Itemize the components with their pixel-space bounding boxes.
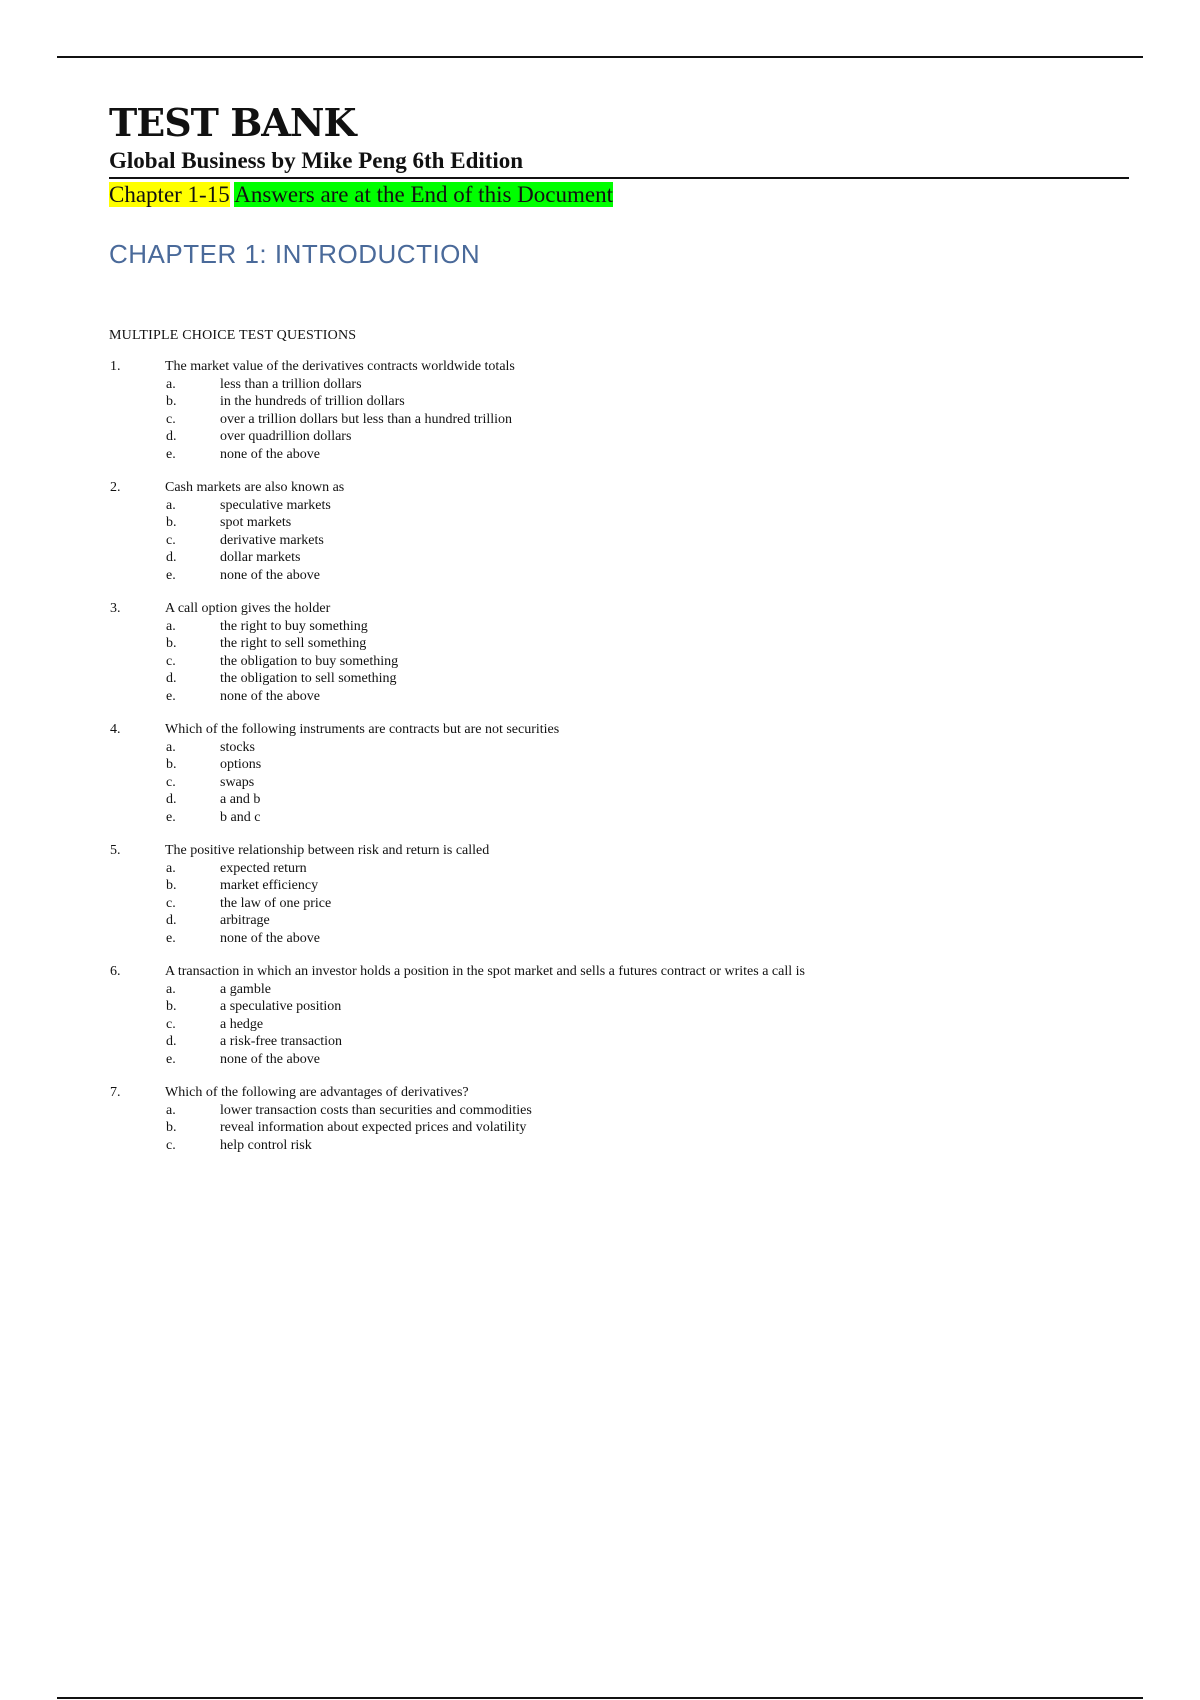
option-text: a and b (220, 792, 261, 807)
option-text: help control risk (220, 1137, 312, 1153)
answer-option (109, 930, 1129, 948)
question-number: 5. (110, 843, 121, 858)
option-text: the right to buy something (220, 618, 368, 634)
option-text: the law of one price (220, 895, 332, 911)
question-item (109, 358, 1129, 463)
question-list (109, 358, 1129, 1154)
chapter-range-highlight: Chapter 1-15 (109, 182, 230, 207)
answer-option (109, 393, 1129, 411)
answer-option (109, 1119, 1129, 1137)
option-text: over a trillion dollars but less than a hundred trillion (220, 411, 512, 427)
answer-option (109, 514, 1129, 532)
option-text: speculative markets (220, 497, 331, 513)
option-text: derivative markets (220, 532, 324, 548)
chapter-heading: CHAPTER 1: INTRODUCTION (109, 239, 481, 269)
question-item (109, 963, 1129, 1068)
option-letter: c. (166, 653, 176, 669)
option-text: the right to sell something (220, 636, 367, 651)
answer-option (109, 446, 1129, 464)
option-letter: b. (166, 878, 177, 893)
option-text: none of the above (220, 930, 320, 946)
chapter-range-line (109, 181, 1129, 209)
option-letter: c. (166, 532, 176, 548)
question-text: The market value of the derivatives contracts worldwide totals (165, 359, 515, 374)
question-number: 2. (110, 480, 121, 495)
answer-option (109, 774, 1129, 792)
option-letter: d. (166, 1034, 177, 1049)
answer-option (109, 411, 1129, 429)
document-page (109, 100, 1129, 1170)
answer-option (109, 1016, 1129, 1034)
question-text: The positive relationship between risk and return is called (165, 843, 490, 858)
top-rule (57, 56, 1143, 58)
question-number: 6. (110, 964, 121, 979)
option-text: none of the above (220, 446, 320, 462)
option-text: expected return (220, 860, 307, 876)
answer-option (109, 860, 1129, 878)
option-letter: b. (166, 1120, 177, 1135)
option-text: b and c (220, 809, 261, 825)
question-number: 4. (110, 722, 121, 737)
option-text: a risk-free transaction (220, 1034, 343, 1049)
question-item (109, 1084, 1129, 1154)
option-letter: b. (166, 636, 177, 651)
answer-option (109, 791, 1129, 809)
answer-option (109, 428, 1129, 446)
answer-option (109, 998, 1129, 1016)
answer-option (109, 549, 1129, 567)
answer-option (109, 497, 1129, 515)
option-text: arbitrage (220, 913, 270, 928)
option-letter: a. (166, 618, 176, 634)
option-letter: a. (166, 860, 176, 876)
question-item (109, 842, 1129, 947)
option-letter: e. (166, 446, 176, 462)
question-item (109, 721, 1129, 826)
option-letter: e. (166, 1051, 176, 1067)
document-subtitle: Global Business by Mike Peng 6th Edition (109, 146, 1129, 179)
option-text: a gamble (220, 981, 271, 997)
option-letter: a. (166, 981, 176, 997)
option-text: a hedge (220, 1016, 264, 1032)
question-text: A call option gives the holder (165, 601, 331, 616)
option-text: dollar markets (220, 550, 301, 565)
question-number: 1. (110, 359, 121, 374)
section-label: MULTIPLE CHOICE TEST QUESTIONS (109, 328, 357, 343)
option-letter: a. (166, 1102, 176, 1118)
option-text: the obligation to buy something (220, 653, 399, 669)
option-text: swaps (220, 774, 255, 790)
option-letter: c. (166, 774, 176, 790)
question-number: 7. (110, 1085, 121, 1100)
answer-option (109, 1102, 1129, 1120)
option-text: a speculative position (220, 999, 342, 1014)
answer-option (109, 567, 1129, 585)
answer-option (109, 670, 1129, 688)
question-item (109, 479, 1129, 584)
option-letter: b. (166, 999, 177, 1014)
option-letter: b. (166, 515, 177, 530)
option-text: less than a trillion dollars (220, 376, 362, 392)
answer-option (109, 912, 1129, 930)
option-text: none of the above (220, 688, 320, 704)
question-text: Which of the following instruments are contracts but are not securities (165, 722, 560, 737)
option-letter: c. (166, 895, 176, 911)
answer-option (109, 877, 1129, 895)
answer-option (109, 653, 1129, 671)
question-number: 3. (110, 601, 121, 616)
option-text: stocks (220, 739, 255, 755)
option-letter: e. (166, 809, 176, 825)
bottom-rule (57, 1697, 1143, 1699)
question-text: Cash markets are also known as (165, 480, 345, 495)
option-text: market efficiency (220, 878, 319, 893)
answer-option (109, 635, 1129, 653)
option-letter: d. (166, 550, 177, 565)
answer-option (109, 739, 1129, 757)
option-letter: a. (166, 497, 176, 513)
answer-option (109, 618, 1129, 636)
option-letter: e. (166, 567, 176, 583)
option-text: none of the above (220, 567, 320, 583)
answer-option (109, 376, 1129, 394)
option-letter: c. (166, 411, 176, 427)
answer-option (109, 1033, 1129, 1051)
answer-option (109, 809, 1129, 827)
option-text: options (220, 757, 262, 772)
question-text: A transaction in which an investor holds a position in the spot market and sells a futures contract or writes a call is (165, 964, 805, 979)
option-letter: c. (166, 1137, 176, 1153)
option-letter: d. (166, 429, 177, 444)
question-item (109, 600, 1129, 705)
answers-note-highlight: Answers are at the End of this Document (234, 182, 613, 207)
answer-option (109, 756, 1129, 774)
answer-option (109, 688, 1129, 706)
option-text: the obligation to sell something (220, 671, 397, 686)
option-letter: b. (166, 757, 177, 772)
option-letter: b. (166, 394, 177, 409)
option-text: lower transaction costs than securities and commodities (220, 1102, 532, 1118)
option-text: over quadrillion dollars (220, 429, 352, 444)
answer-option (109, 1137, 1129, 1155)
option-text: none of the above (220, 1051, 320, 1067)
option-letter: c. (166, 1016, 176, 1032)
answer-option (109, 532, 1129, 550)
option-letter: d. (166, 792, 177, 807)
answer-option (109, 981, 1129, 999)
option-letter: a. (166, 376, 176, 392)
option-letter: a. (166, 739, 176, 755)
option-letter: d. (166, 913, 177, 928)
option-text: spot markets (220, 515, 292, 530)
option-letter: d. (166, 671, 177, 686)
option-text: in the hundreds of trillion dollars (220, 394, 405, 409)
question-text: Which of the following are advantages of derivatives? (165, 1085, 469, 1100)
answer-option (109, 895, 1129, 913)
option-letter: e. (166, 930, 176, 946)
option-letter: e. (166, 688, 176, 704)
option-text: reveal information about expected prices and volatility (220, 1120, 527, 1135)
answer-option (109, 1051, 1129, 1069)
document-title: TEST BANK (109, 100, 356, 145)
